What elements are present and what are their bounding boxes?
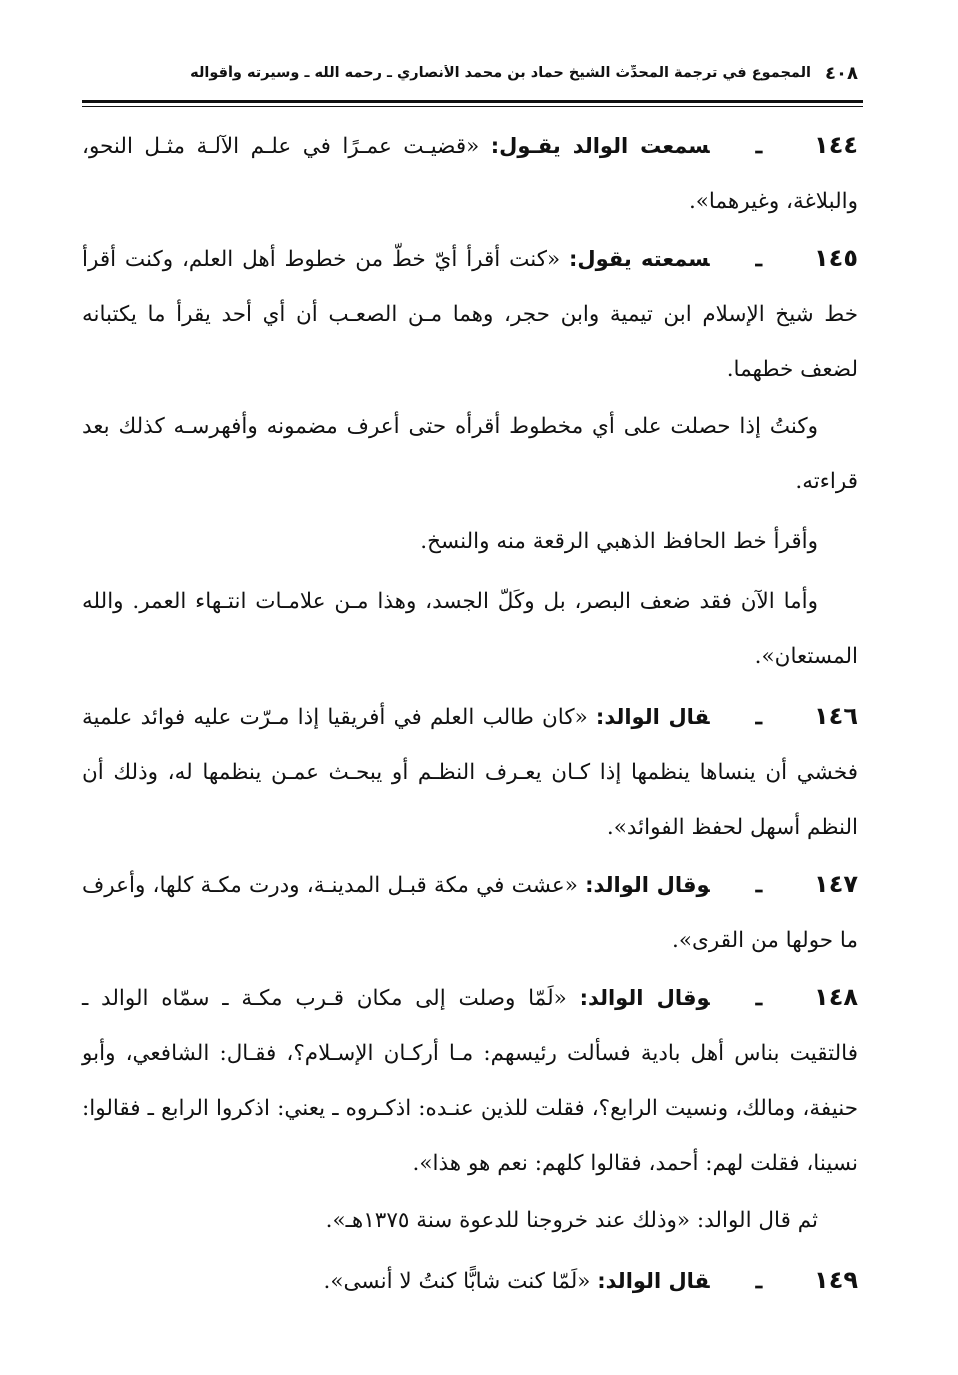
header-rule-thick xyxy=(82,100,863,103)
entry-number: ١٤٥ xyxy=(814,244,858,272)
entry-149 xyxy=(82,1253,858,1309)
entry-text: «عشت في مكة قبـل المدينـة، ودرت مكـة كلها، وأعرف ما حولها من القرى». xyxy=(82,873,858,953)
entry-dash: ـ xyxy=(755,873,762,898)
entry-speaker: وقال الوالد: xyxy=(579,986,710,1010)
entry-speaker: قال الوالد: xyxy=(597,1269,710,1293)
entry-147 xyxy=(82,857,858,968)
entry-dash: ـ xyxy=(755,247,762,272)
entry-number: ١٤٤ xyxy=(814,131,858,159)
paragraph: ثم قال الوالد: «وذلك عند خروجنا للدعوة سنة ١٣٧٥هـ». xyxy=(325,1208,818,1233)
entry-text: «لَمّا وصلت إلى مكان قـرب مكـة ـ سمّاه الوالد ـ فالتقيت بناس أهل بادية فسألت رئيسهم: مـا أركـان الإسـلام؟، فقـال: الشافعي، وأبو حنيفة، ومالك، ونسيت الرابع؟، فقلت للذين عنـده: اذكـروه ـ يعني: اذكروا الرابع ـ فقالوا: نسينا، فقلت لهم: أحمد، فقالوا كلهم: نعم هو هذا». xyxy=(82,986,858,1176)
body-text xyxy=(82,118,858,1311)
entry-146 xyxy=(82,689,858,855)
entry-text: «كنت أقرأ أيّ خطّ من خطوط أهل العلم، وكنت أقرأ خط شيخ الإسلام ابن تيمية وابن حجر، وهما مـن الصعـب أن أي أحد يقرأ ما يكتبانه لضعف خطهما. xyxy=(82,247,858,382)
paragraph: وأقرأ خط الحافظ الذهبي الرقعة منه والنسخ. xyxy=(420,529,818,554)
entry-number: ١٤٨ xyxy=(814,983,858,1011)
paragraph: وكنتُ إذا حصلت على أي مخطوط أقرأه حتى أعرف مضمونه وأفهرسـه كذلك بعد قراءته. xyxy=(82,414,858,494)
entry-speaker: وقال الوالد: xyxy=(585,873,710,897)
entry-text: «لَمّا كنت شابًّا كنتُ لا أنسى». xyxy=(323,1269,598,1294)
entry-dash: ـ xyxy=(755,705,762,730)
header-rule-thin xyxy=(82,106,863,107)
entry-dash: ـ xyxy=(755,134,762,159)
entry-number: ١٤٩ xyxy=(814,1266,858,1294)
entry-148 xyxy=(82,970,858,1191)
entry-speaker: سمعت الوالد يقـول: xyxy=(490,134,710,158)
entry-speaker: سمعته يقول: xyxy=(568,247,710,271)
entry-dash: ـ xyxy=(755,1269,762,1294)
entry-speaker: قال الوالد: xyxy=(595,705,710,729)
page-number: ٤٠٨ xyxy=(825,62,858,84)
page-header xyxy=(80,56,858,90)
paragraph: وأما الآن فقد ضعف البصر، بل وكَلّ الجسد، وهذا مـن علامـات انتـهاء العمر. والله المستعان». xyxy=(82,589,858,669)
entry-text: «كان طالب العلم في أفريقيا إذا مـرّت عليه فوائد علمية فخشي أن ينساها ينظمها إذا كـان يعـرف النظـم أو يبحـث عمـن ينظمها له، وذلك أن النظم أسهل لحفظ الفوائد». xyxy=(82,705,858,840)
entry-text: «قضيـت عمـرًا في علـم الآلـة مثـل النحو، والبلاغة، وغيرهما». xyxy=(82,134,858,214)
entry-dash: ـ xyxy=(755,986,762,1011)
entry-144 xyxy=(82,118,858,229)
running-head: المجموع في ترجمة المحدِّث الشيخ حماد بن محمد الأنصاري ـ رحمه الله ـ وسيرته وأقواله xyxy=(190,65,812,81)
entry-number: ١٤٦ xyxy=(814,702,858,730)
entry-number: ١٤٧ xyxy=(814,870,858,898)
entry-145 xyxy=(82,231,858,397)
